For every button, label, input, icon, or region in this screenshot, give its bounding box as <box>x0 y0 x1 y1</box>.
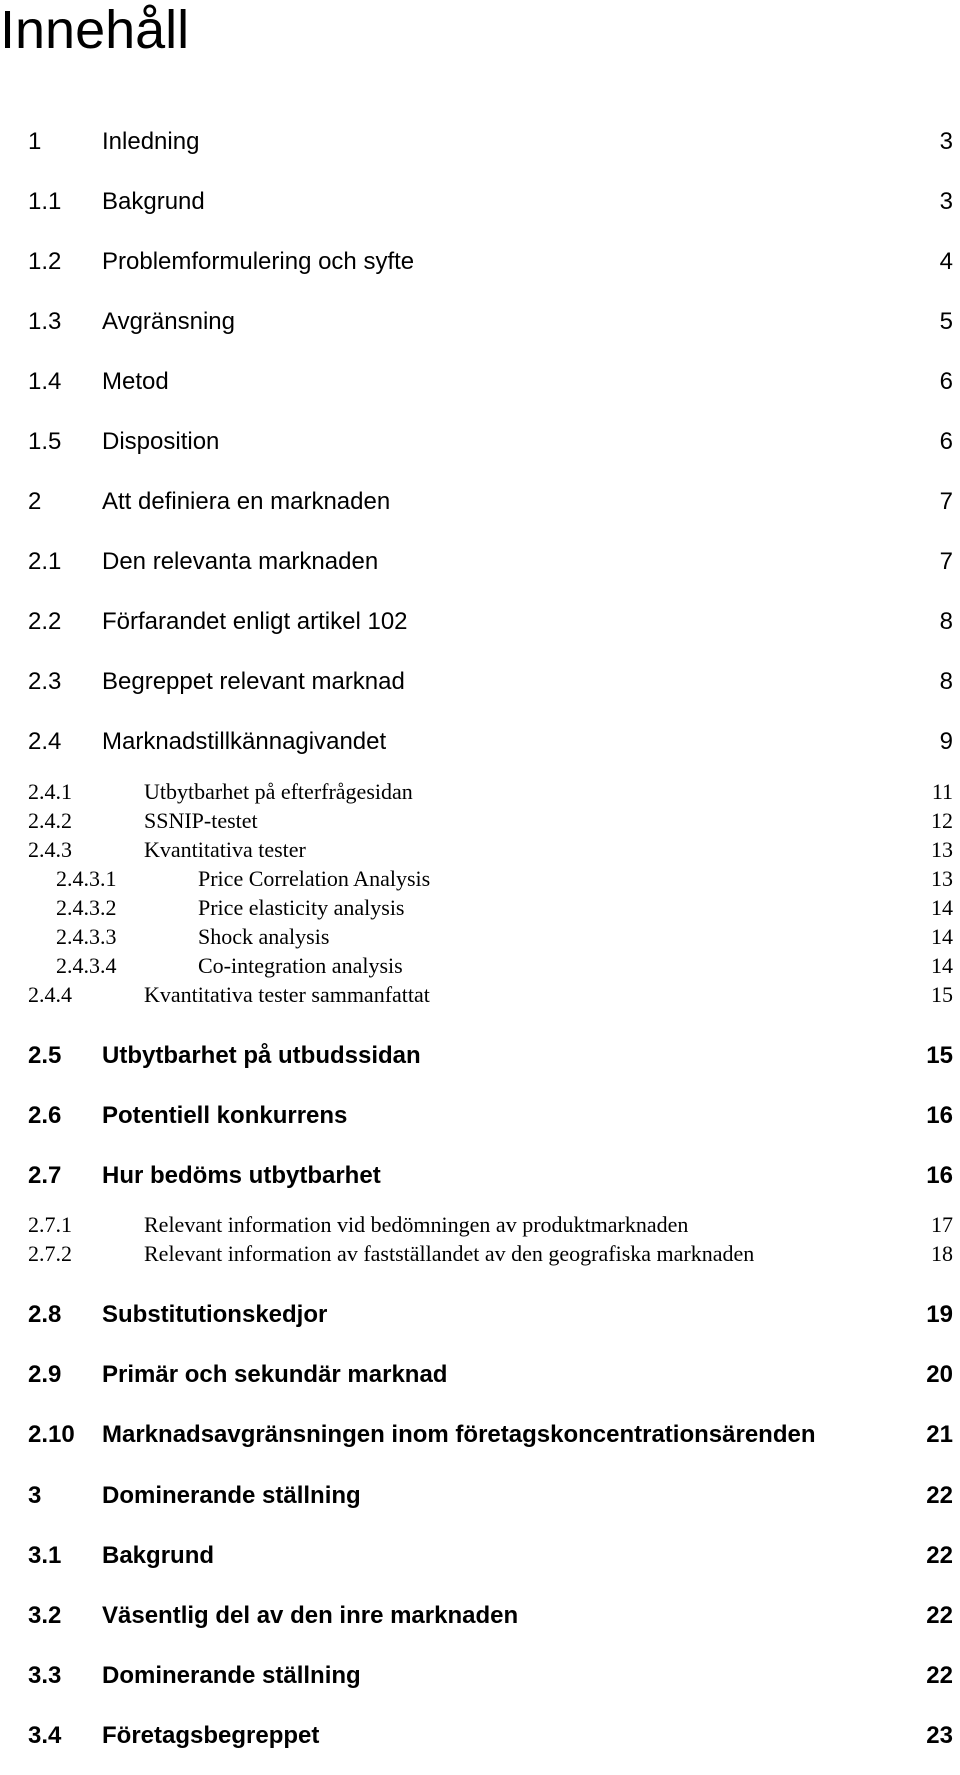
toc-entry[interactable] <box>0 1721 960 1751</box>
toc-entry-page: 14 <box>931 895 953 920</box>
toc-entry-page: 13 <box>931 866 953 891</box>
toc-entry-title: Att definiera en marknaden <box>102 488 391 515</box>
toc-entry-number: 2.10 <box>28 1421 75 1448</box>
toc-entry-page: 18 <box>931 1241 953 1266</box>
toc-entry-page: 22 <box>926 1542 953 1569</box>
toc-entry[interactable] <box>0 777 960 807</box>
toc-entry-page: 6 <box>939 368 953 395</box>
toc-entry-page: 12 <box>931 808 953 833</box>
toc-entry[interactable] <box>0 893 960 923</box>
toc-entry-title: Shock analysis <box>198 924 330 949</box>
toc-entry[interactable] <box>0 980 960 1010</box>
toc-entry-title: Dominerande ställning <box>102 1482 361 1509</box>
toc-entry-number: 2.8 <box>28 1301 62 1328</box>
toc-entry-number: 3.2 <box>28 1602 62 1629</box>
toc-entry-title: Väsentlig del av den inre marknaden <box>102 1602 519 1629</box>
toc-entry[interactable] <box>0 1101 960 1131</box>
toc-entry[interactable] <box>0 806 960 836</box>
toc-entry-title: Den relevanta marknaden <box>102 548 379 575</box>
toc-entry-page: 15 <box>931 982 953 1007</box>
toc-entry[interactable] <box>0 922 960 952</box>
toc-entry[interactable] <box>0 487 960 517</box>
toc-entry-number: 2.7.1 <box>28 1212 72 1237</box>
toc-entry[interactable] <box>0 1300 960 1330</box>
toc-entry-number: 2 <box>28 488 42 515</box>
toc-entry-number: 3 <box>28 1482 42 1509</box>
toc-entry-page: 8 <box>939 608 953 635</box>
toc-entry[interactable] <box>0 1161 960 1191</box>
toc-entry[interactable] <box>0 127 960 157</box>
toc-entry-number: 1 <box>28 128 42 155</box>
toc-entry-number: 3.1 <box>28 1542 62 1569</box>
toc-entry[interactable] <box>0 547 960 577</box>
toc-entry-page: 17 <box>931 1212 953 1237</box>
toc-entry-number: 3.3 <box>28 1662 62 1689</box>
toc-entry-title: Bakgrund <box>102 188 205 215</box>
toc-entry[interactable] <box>0 1661 960 1691</box>
toc-entry[interactable] <box>0 187 960 217</box>
toc-entry-page: 13 <box>931 837 953 862</box>
toc-entry-page: 3 <box>939 128 953 155</box>
toc-entry[interactable] <box>0 307 960 337</box>
toc-entry-number: 3.4 <box>28 1722 62 1749</box>
toc-entry-page: 6 <box>939 428 953 455</box>
toc-entry-number: 1.2 <box>28 248 62 275</box>
toc-entry[interactable] <box>0 1360 960 1390</box>
toc-entry-title: Relevant information vid bedömningen av produktmarknaden <box>144 1212 689 1237</box>
toc-entry-title: Utbytbarhet på efterfrågesidan <box>144 779 413 804</box>
toc-entry-title: Substitutionskedjor <box>102 1301 328 1328</box>
toc-entry-title: Dominerande ställning <box>102 1662 361 1689</box>
toc-entry-title: Co-integration analysis <box>198 953 403 978</box>
toc-entry-page: 16 <box>926 1162 953 1189</box>
toc-entry-title: Primär och sekundär marknad <box>102 1361 448 1388</box>
toc-entry-title: Metod <box>102 368 169 395</box>
toc-entry[interactable] <box>0 427 960 457</box>
toc-entry-title: Marknadstillkännagivandet <box>102 728 387 755</box>
toc-entry-number: 2.9 <box>28 1361 62 1388</box>
toc-entry-page: 3 <box>939 188 953 215</box>
toc-entry-number: 2.4.3.1 <box>56 866 117 891</box>
toc-entry-page: 23 <box>926 1722 953 1749</box>
toc-entry-title: Kvantitativa tester sammanfattat <box>144 982 430 1007</box>
toc-entry-title: SSNIP-testet <box>144 808 258 833</box>
toc-entry-page: 9 <box>939 728 953 755</box>
toc-entry-title: Marknadsavgränsningen inom företagskoncentrationsärenden <box>102 1421 816 1448</box>
toc-entry-number: 1.5 <box>28 428 62 455</box>
toc-entry-title: Avgränsning <box>102 308 235 335</box>
toc-entry-title: Inledning <box>102 128 200 155</box>
toc-entry-number: 2.4.3 <box>28 837 72 862</box>
toc-entry-title: Kvantitativa tester <box>144 837 306 862</box>
toc-entry[interactable] <box>0 607 960 637</box>
toc-entry-number: 2.5 <box>28 1042 62 1069</box>
toc-entry-title: Relevant information av fastställandet av den geografiska marknaden <box>144 1241 755 1266</box>
toc-entry-title: Price elasticity analysis <box>198 895 405 920</box>
toc-entry-number: 2.4.3.3 <box>56 924 117 949</box>
toc-entry[interactable] <box>0 247 960 277</box>
toc-entry-page: 14 <box>931 953 953 978</box>
toc-entry-page: 4 <box>939 248 953 275</box>
toc-entry-number: 2.4.4 <box>28 982 72 1007</box>
toc-entry-title: Begreppet relevant marknad <box>102 668 405 695</box>
toc-entry-page: 19 <box>926 1301 953 1328</box>
toc-entry-page: 14 <box>931 924 953 949</box>
toc-entry-page: 21 <box>926 1421 953 1448</box>
toc-entry-number: 1.1 <box>28 188 62 215</box>
toc-entry-number: 1.4 <box>28 368 62 395</box>
toc-entry-page: 7 <box>939 548 953 575</box>
toc-entry[interactable] <box>0 1239 960 1269</box>
toc-entry-page: 11 <box>931 779 953 804</box>
toc-entry-number: 2.7.2 <box>28 1241 72 1266</box>
toc-entry-title: Förfarandet enligt artikel 102 <box>102 608 408 635</box>
toc-entry-number: 2.4.3.2 <box>56 895 117 920</box>
toc-entry-number: 2.1 <box>28 548 62 575</box>
toc-entry-title: Bakgrund <box>102 1542 215 1569</box>
toc-entry-number: 2.2 <box>28 608 62 635</box>
toc-entry-number: 2.4.3.4 <box>56 953 117 978</box>
toc-entry[interactable] <box>0 1481 960 1511</box>
toc-entry-title: Price Correlation Analysis <box>198 866 431 891</box>
toc-entry[interactable] <box>0 667 960 697</box>
toc-entry-number: 1.3 <box>28 308 62 335</box>
toc-entry-page: 22 <box>926 1482 953 1509</box>
toc-entry-page: 22 <box>926 1662 953 1689</box>
toc-entry[interactable] <box>0 864 960 894</box>
toc-entry[interactable] <box>0 1041 960 1071</box>
toc-entry-number: 2.4 <box>28 728 62 755</box>
toc-entry-page: 16 <box>926 1102 953 1129</box>
toc-entry-number: 2.7 <box>28 1162 62 1189</box>
toc-entry-title: Disposition <box>102 428 220 455</box>
toc-entry[interactable] <box>0 1210 960 1240</box>
toc-entry[interactable] <box>0 1601 960 1631</box>
toc-entry-number: 2.3 <box>28 668 62 695</box>
toc-entry[interactable] <box>0 951 960 981</box>
toc-entry-page: 22 <box>926 1602 953 1629</box>
toc-entry-title: Utbytbarhet på utbudssidan <box>102 1042 421 1069</box>
toc-entry-page: 5 <box>939 308 953 335</box>
toc-entry[interactable] <box>0 835 960 865</box>
toc-entry-page: 15 <box>926 1042 953 1069</box>
toc-entry-page: 8 <box>939 668 953 695</box>
toc-entry[interactable] <box>0 1541 960 1571</box>
toc-entry-page: 20 <box>926 1361 953 1388</box>
toc-entry-page: 7 <box>939 488 953 515</box>
toc-entry-title: Potentiell konkurrens <box>102 1102 348 1129</box>
toc-entry-number: 2.4.2 <box>28 808 72 833</box>
toc-entry[interactable] <box>0 367 960 397</box>
toc-entry[interactable] <box>0 1420 960 1450</box>
toc-entry-title: Hur bedöms utbytbarhet <box>102 1162 381 1189</box>
toc-entry-title: Företagsbegreppet <box>102 1722 320 1749</box>
toc-entry-title: Problemformulering och syfte <box>102 248 415 275</box>
toc-entry[interactable] <box>0 727 960 757</box>
toc-entry-number: 2.6 <box>28 1102 62 1129</box>
page-title: Innehåll <box>0 0 190 60</box>
toc-entry-number: 2.4.1 <box>28 779 72 804</box>
